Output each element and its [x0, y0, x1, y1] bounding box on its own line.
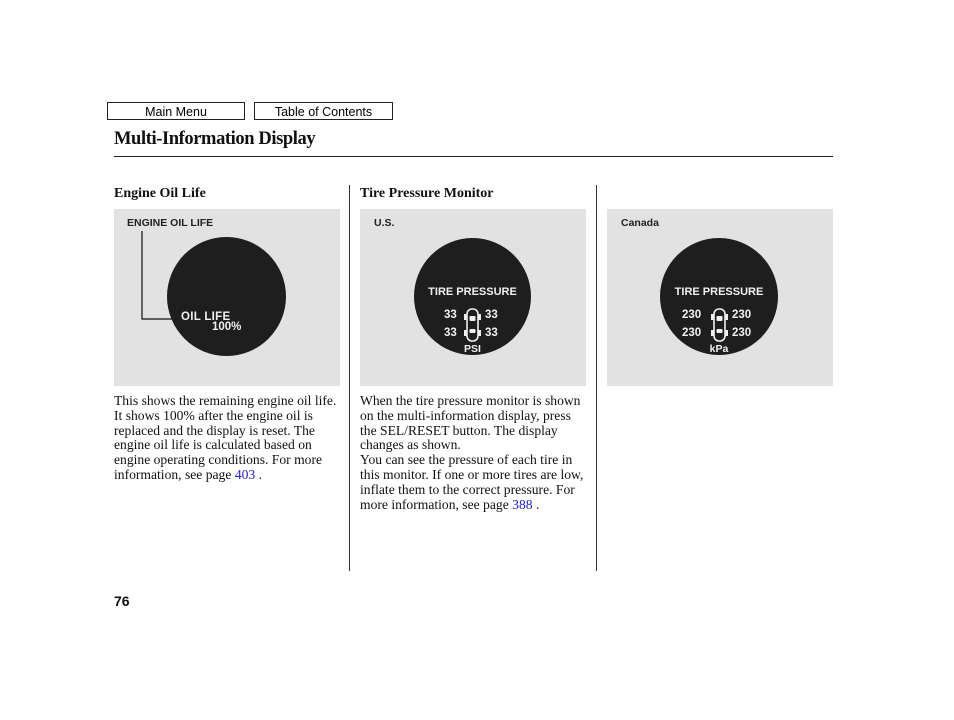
pressure-unit-label: PSI [464, 343, 481, 355]
tire-pressure-canada-figure [607, 209, 833, 386]
oil-life-percent: 100% [212, 321, 242, 333]
title-divider [114, 156, 833, 157]
front-left-pressure: 230 [682, 309, 702, 321]
period: . [535, 496, 540, 512]
table-of-contents-button[interactable]: Table of Contents [254, 102, 393, 120]
tire-pressure-monitor-text [360, 394, 590, 512]
pressure-unit-label: kPa [709, 343, 729, 355]
paragraph: You can see the pressure of each tire in this monitor. If one or more tires are low, inflate them to the correct pressure. For more information, see page [360, 452, 584, 512]
engine-oil-life-heading: Engine Oil Life [114, 186, 206, 201]
car-top-view-icon [464, 307, 481, 343]
page-title: Multi-Information Display [114, 129, 316, 149]
period: . [258, 466, 263, 482]
tire-pressure-display-us [414, 238, 531, 355]
tire-pressure-title: TIRE PRESSURE [674, 286, 764, 298]
rear-right-pressure: 230 [732, 327, 752, 339]
engine-oil-life-figure [114, 209, 340, 386]
tire-pressure-title: TIRE PRESSURE [428, 286, 517, 298]
figure-label: Canada [621, 217, 659, 229]
page-number: 76 [114, 593, 130, 609]
rear-left-pressure: 230 [682, 327, 702, 339]
column-divider-1 [349, 185, 350, 571]
page-link-388[interactable]: 388 [512, 496, 533, 512]
main-menu-button[interactable]: Main Menu [107, 102, 245, 120]
figure-label: U.S. [374, 217, 395, 229]
engine-oil-life-text [114, 394, 346, 483]
front-right-pressure: 230 [732, 309, 752, 321]
front-right-pressure: 33 [485, 309, 498, 321]
oil-life-display [167, 237, 286, 356]
column-divider-2 [596, 185, 597, 571]
paragraph: This shows the remaining engine oil life. It shows 100% after the engine oil is replaced and the display is reset. The engine oil life is calculated based on engine operating conditions. For more information, see page [114, 393, 337, 482]
tire-pressure-us-figure [360, 209, 586, 386]
page-link-403[interactable]: 403 [234, 466, 256, 482]
tire-pressure-monitor-heading: Tire Pressure Monitor [360, 186, 494, 201]
paragraph: When the tire pressure monitor is shown on the multi-information display, press the SEL/RESET button. The display changes as shown. [360, 393, 581, 453]
front-left-pressure: 33 [444, 309, 457, 321]
figure-label: ENGINE OIL LIFE [127, 217, 214, 229]
rear-right-pressure: 33 [485, 327, 498, 339]
rear-left-pressure: 33 [444, 327, 457, 339]
tire-pressure-display-canada [660, 238, 778, 355]
car-top-view-icon [711, 307, 728, 343]
oil-life-label: OIL LIFE [181, 311, 231, 323]
